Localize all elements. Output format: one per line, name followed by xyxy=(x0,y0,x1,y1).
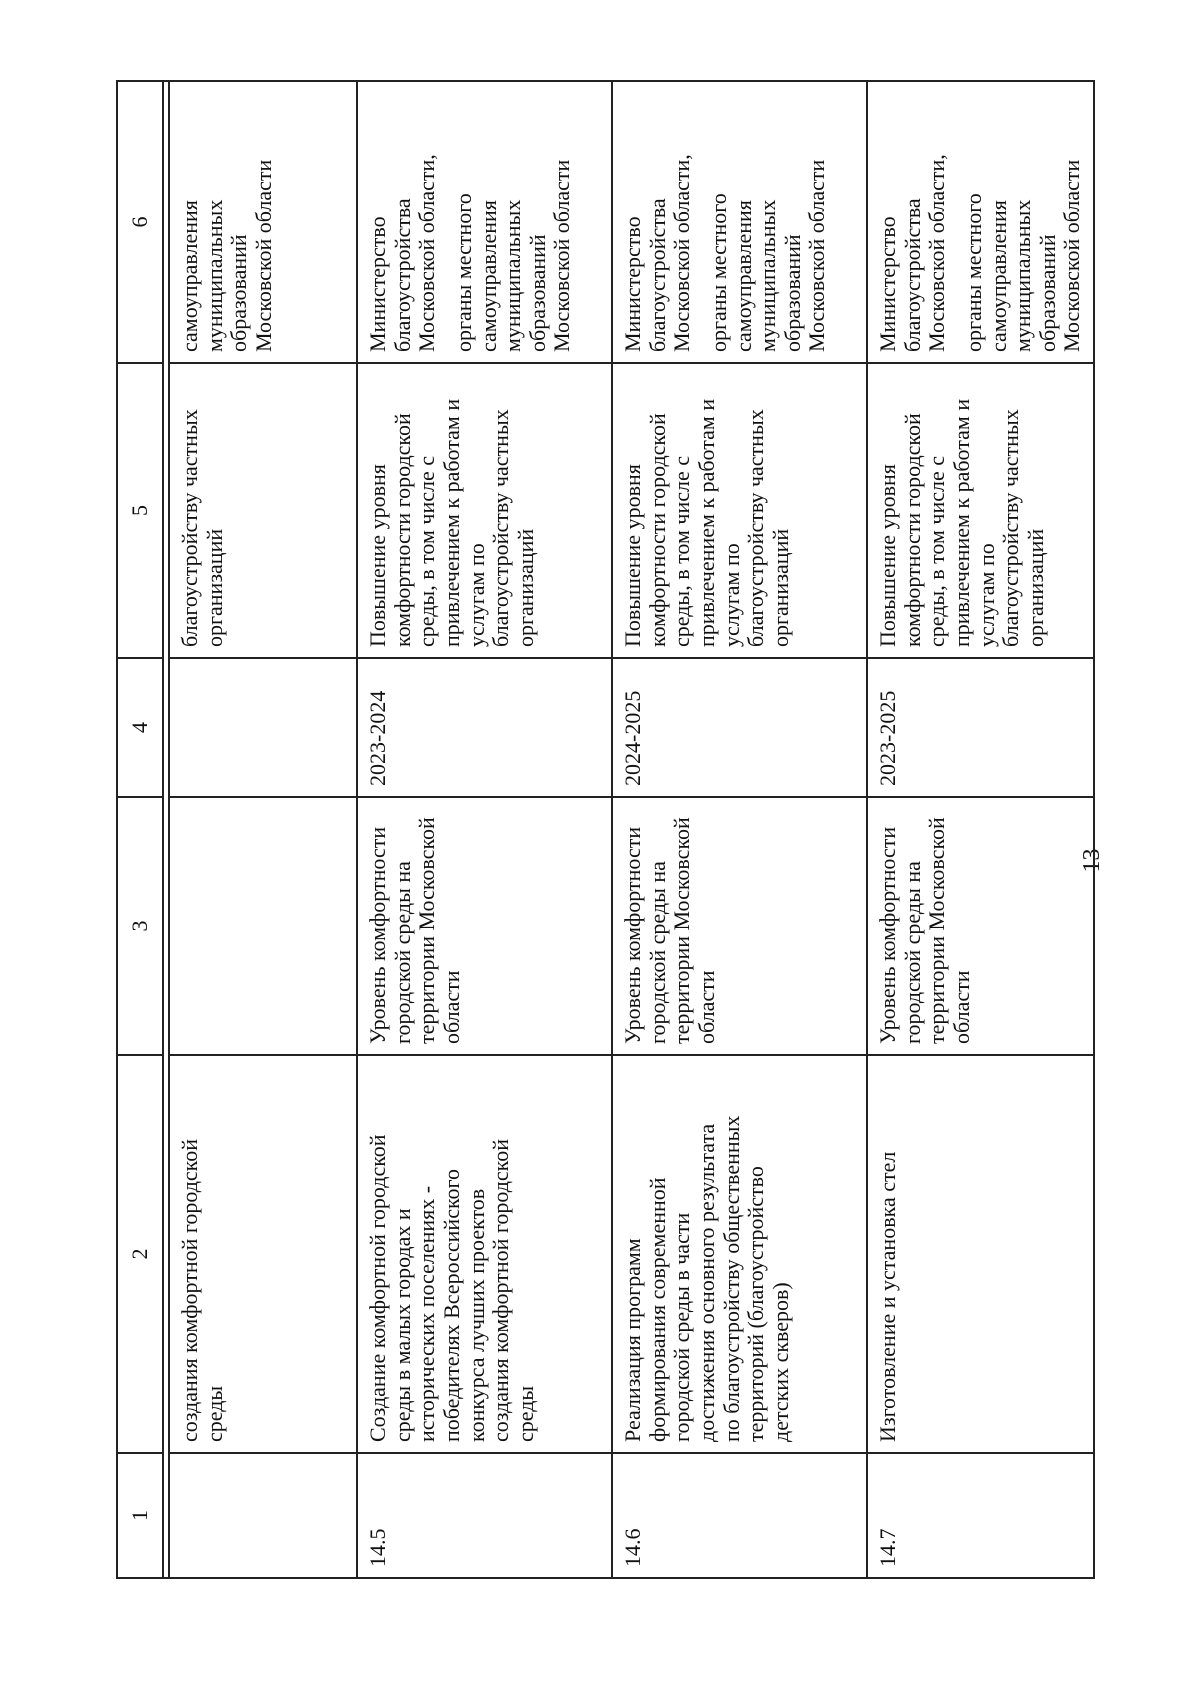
table-row xyxy=(612,81,867,1578)
period xyxy=(169,658,357,797)
executor-local: органы местного самоуправления муниципальных образований Московской области xyxy=(960,159,1085,352)
executor-ministry: Министерство благоустройства Московской области, xyxy=(875,154,950,352)
indicator xyxy=(169,797,357,1055)
row-number: 14.7 xyxy=(867,1453,1094,1578)
measure-name: создания комфортной городской среды xyxy=(169,1055,357,1453)
expected-result: Повышение уровня комфортности городской среды, в том числе с привлечением к работам и услугам по благоустройству частных организаций xyxy=(612,363,867,658)
table-row xyxy=(357,81,612,1578)
indicator: Уровень комфортности городской среды на территории Московской области xyxy=(357,797,612,1055)
measure-name: Создание комфортной городской среды в малых городах и исторических поселениях - победителях Всероссийского конкурса лучших проектов создания комфортной городской среды xyxy=(357,1055,612,1453)
period: 2023-2025 xyxy=(867,658,1094,797)
table-header-row xyxy=(117,81,163,1578)
indicator: Уровень комфортности городской среды на территории Московской области xyxy=(612,797,867,1055)
executor-cell xyxy=(612,81,867,363)
row-number xyxy=(169,1453,357,1578)
executor-local: органы местного самоуправления муниципальных образований Московской области xyxy=(450,159,575,352)
executor-ministry: Министерство благоустройства Московской области, xyxy=(620,154,695,352)
period: 2023-2024 xyxy=(357,658,612,797)
header-col-3: 3 xyxy=(117,797,163,1055)
header-col-6: 6 xyxy=(117,81,163,363)
header-col-1: 1 xyxy=(117,1453,163,1578)
row-number: 14.5 xyxy=(357,1453,612,1578)
page-number: 13 xyxy=(1079,848,1105,873)
table-row xyxy=(867,81,1094,1578)
header-col-2: 2 xyxy=(117,1055,163,1453)
measures-table xyxy=(116,80,1095,1579)
executor: самоуправления муниципальных образований Московской области xyxy=(177,159,276,352)
expected-result: благоустройству частных организаций xyxy=(169,363,357,658)
measure-name: Реализация программ формирования современной городской среды в части достижения основного результата по благоустройству общественных территорий (благоустройство детских скверов) xyxy=(612,1055,867,1453)
executor-ministry: Министерство благоустройства Московской области, xyxy=(365,154,440,352)
rotated-document-page xyxy=(116,142,1126,1579)
table-row xyxy=(169,81,357,1578)
header-col-5: 5 xyxy=(117,363,163,658)
executor-cell xyxy=(169,81,357,363)
expected-result: Повышение уровня комфортности городской среды, в том числе с привлечением к работам и услугам по благоустройству частных организаций xyxy=(867,363,1094,658)
measure-name: Изготовление и установка стел xyxy=(867,1055,1094,1453)
expected-result: Повышение уровня комфортности городской среды, в том числе с привлечением к работам и услугам по благоустройству частных организаций xyxy=(357,363,612,658)
executor-local: органы местного самоуправления муниципальных образований Московской области xyxy=(705,159,830,352)
header-col-4: 4 xyxy=(117,658,163,797)
row-number: 14.6 xyxy=(612,1453,867,1578)
indicator: Уровень комфортности городской среды на территории Московской области xyxy=(867,797,1094,1055)
executor-cell xyxy=(357,81,612,363)
period: 2024-2025 xyxy=(612,658,867,797)
executor-cell xyxy=(867,81,1094,363)
